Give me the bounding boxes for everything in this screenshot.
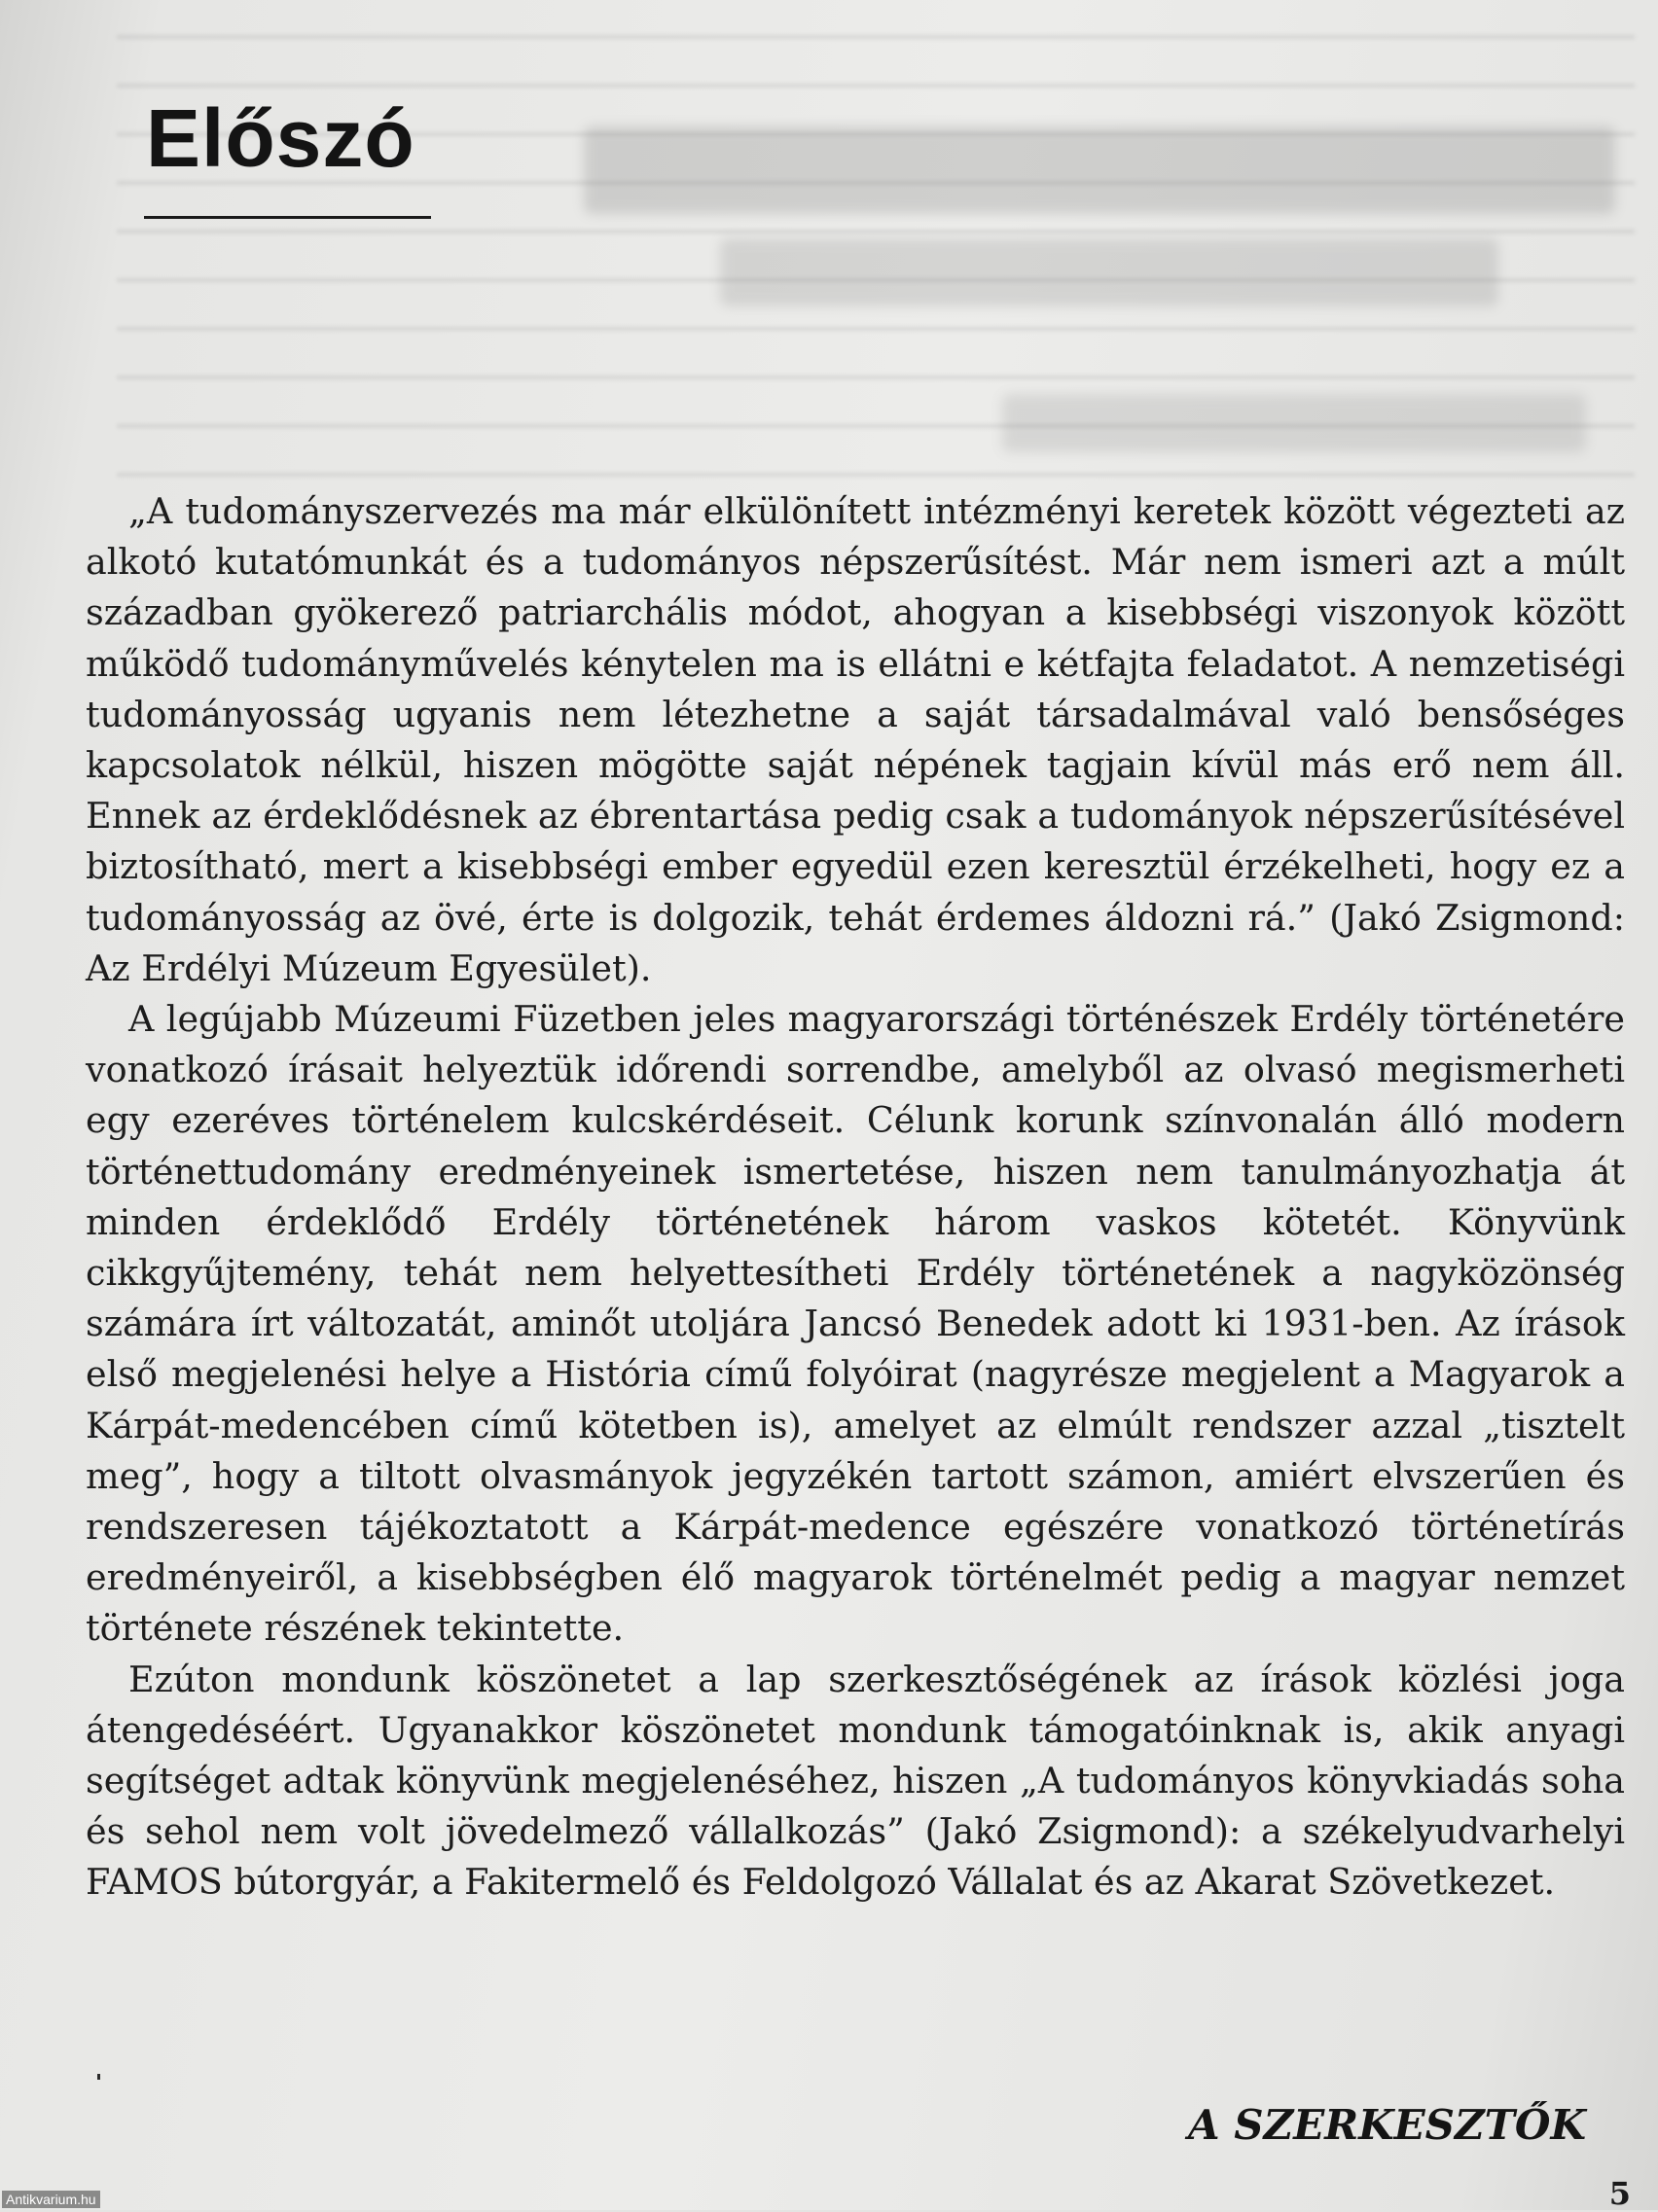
margin-mark <box>97 2074 100 2080</box>
page-number: 5 <box>1608 2175 1631 2212</box>
preface-body <box>86 486 1625 1909</box>
page-title: Előszó <box>146 92 415 184</box>
bleed-through-heading <box>584 126 1615 214</box>
paragraph-thanks: Ezúton mondunk köszönetet a lap szerkesztőségének az írások közlési joga átengedéséért. Ugyanakkor köszönetet mondunk támogatóinknak is, akik anyagi segítséget adtak könyvünk megjelenéséhez, hiszen „A tudományos könyvkiadás soha és sehol nem volt jövedelmező vállalkozás” (Jakó Zsigmond): a székelyudvarhelyi FAMOS bútorgyár, a Fakitermelő és Feldolgozó Vállalat és az Akarat Szövetkezet. <box>86 1658 1625 1904</box>
title-underline <box>144 216 431 219</box>
paragraph-collection: A legújabb Múzeumi Füzetben jeles magyarországi történészek Erdély történetére vonatkozó írásait helyeztük időrendi sorrendbe, amelyből az olvasó megismerheti egy ezeréves történelem kulcskérdéseit. Célunk korunk színvonalán álló modern történettudomány eredményeinek ismertetése, hiszen nem tanulmányozhatja át minden érdeklődő Erdély történetének három vaskos kötetét. Könyvünk cikkgyűjtemény, tehát nem helyettesítheti Erdély történetének a nagyközönség számára írt változatát, aminőt utoljára Jancsó Benedek adott ki 1931-ben. Az írások első megjelenési helye a História című folyóirat (nagyrésze megjelent a Magyarok a Kárpát-medencében című kötetben is), amelyet az elmúlt rendszer azzal „tisztelt meg”, hogy a tiltott olvasmányok jegyzékén tartott számon, amiért elvszerűen és rendszeresen tájékoztatott a Kárpát-medence egészére vonatkozó történetírás eredményeiről, a kisebbségben élő magyarok történelmét pedig a magyar nemzet története részének tekintette. <box>86 998 1625 1650</box>
watermark: Antikvarium.hu <box>2 2191 100 2208</box>
bleed-through-subheading <box>720 238 1498 306</box>
bleed-through-author <box>1002 394 1586 452</box>
signature: A SZERKESZTŐK <box>1188 2101 1586 2149</box>
paragraph-quote: „A tudományszervezés ma már elkülönített intézményi keretek között végezteti az alkotó kutatómunkát és a tudományos népszerűsítést. Már nem ismeri azt a múlt században gyökerező patriarchális módot, ahogyan a kisebbségi viszonyok között működő tudományművelés kénytelen ma is ellátni e kétfajta feladatot. A nemzetiségi tudományosság ugyanis nem létezhetne a saját társadalmával való bensőséges kapcsolatok nélkül, hiszen mögötte saját népének tagjain kívül más erő nem áll. Ennek az érdeklődésnek az ébrentartása pedig csak a tudományok népszerűsítésével biztosítható, mert a kisebbségi ember egyedül ezen keresztül érzékelheti, hogy ez a tudományosság az övé, érte is dolgozik, tehát érdemes áldozni rá.” (Jakó Zsigmond: Az Erdélyi Múzeum Egyesület). <box>86 490 1625 989</box>
